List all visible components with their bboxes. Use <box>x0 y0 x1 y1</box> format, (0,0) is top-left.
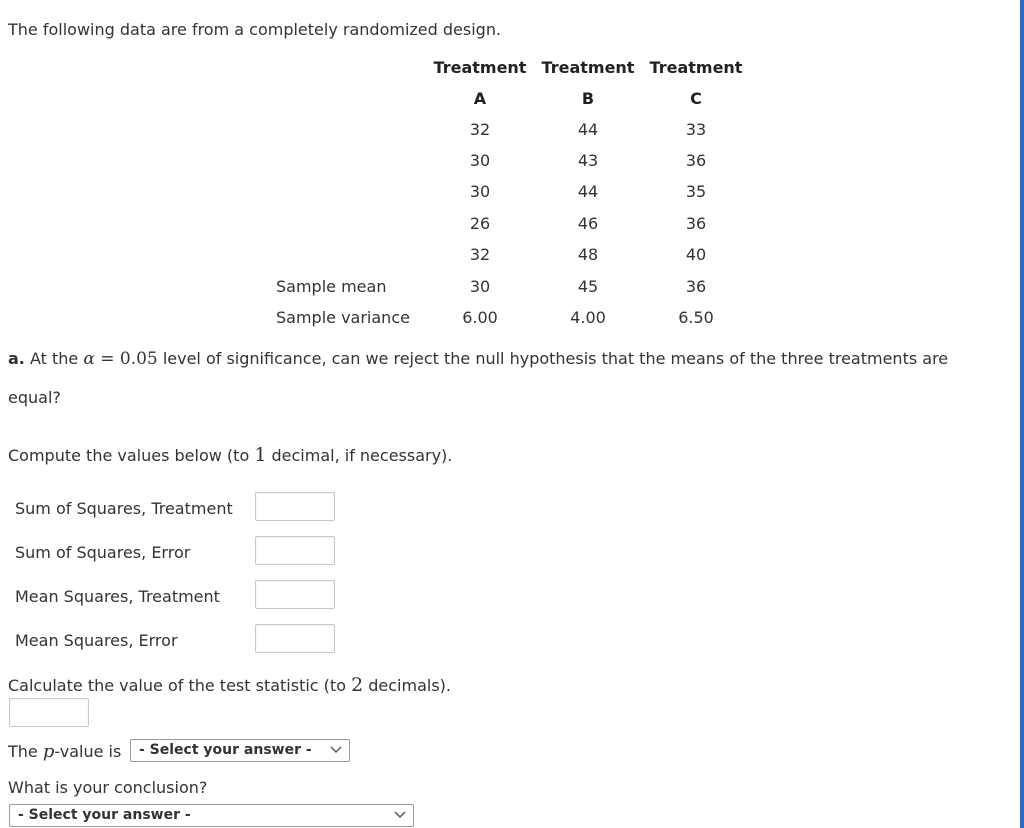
conclusion-question: What is your conclusion? <box>8 778 208 797</box>
table-cell: 32 <box>469 245 491 264</box>
test-statistic-input[interactable] <box>9 698 89 727</box>
test-stat-after: decimals). <box>363 676 451 695</box>
table-cell: 32 <box>469 120 491 139</box>
table-cell: 26 <box>469 214 491 233</box>
ss-treatment-input[interactable] <box>255 492 335 521</box>
test-stat-before: Calculate the value of the test statistic (to <box>8 676 352 695</box>
table-cell: 36 <box>685 151 707 170</box>
p-value-after: -value is <box>54 742 122 761</box>
ss-error-label: Sum of Squares, Error <box>15 543 191 562</box>
test-statistic-instruction <box>8 674 451 696</box>
alpha-value: 0.05 <box>119 349 158 369</box>
sample-variance-c: 6.50 <box>678 308 714 327</box>
header-treatment-c-line1: Treatment <box>649 58 743 77</box>
header-treatment-c-line2: C <box>690 89 702 108</box>
table-cell: 33 <box>685 120 707 139</box>
p-value-select[interactable] <box>130 739 350 762</box>
conclusion-select-text: - Select your answer - <box>18 807 191 823</box>
compute-instruction <box>8 444 452 466</box>
table-cell: 44 <box>577 182 599 201</box>
intro-text: The following data are from a completely randomized design. <box>8 20 502 39</box>
header-treatment-b-line2: B <box>581 89 595 108</box>
ms-treatment-label: Mean Squares, Treatment <box>15 587 220 606</box>
chevron-down-icon <box>393 808 407 822</box>
right-accent-bar <box>1020 0 1024 828</box>
table-cell: 43 <box>577 151 599 170</box>
p-value-prompt <box>8 741 121 762</box>
alpha-symbol: α <box>83 349 95 369</box>
table-cell: 35 <box>685 182 707 201</box>
table-cell: 30 <box>469 151 491 170</box>
question-a-text-before: At the <box>24 349 84 368</box>
sample-variance-label: Sample variance <box>276 308 410 327</box>
table-cell: 30 <box>469 182 491 201</box>
p-value-select-text: - Select your answer - <box>139 742 312 758</box>
sample-mean-label: Sample mean <box>276 277 387 296</box>
sample-mean-b: 45 <box>577 277 599 296</box>
header-treatment-b-line1: Treatment <box>541 58 635 77</box>
table-cell: 46 <box>577 214 599 233</box>
table-cell: 44 <box>577 120 599 139</box>
sample-variance-a: 6.00 <box>462 308 498 327</box>
sample-mean-c: 36 <box>685 277 707 296</box>
question-a-text-after: level of significance, can we reject the null hypothesis that the means of the three treatments are <box>157 349 949 368</box>
ss-treatment-label: Sum of Squares, Treatment <box>15 499 233 518</box>
alpha-equals: = <box>94 349 120 369</box>
table-cell: 40 <box>685 245 707 264</box>
table-cell: 48 <box>577 245 599 264</box>
question-a-label: a. <box>8 349 25 368</box>
ms-error-input[interactable] <box>255 624 335 653</box>
question-a <box>8 349 948 369</box>
compute-decimals: 1 <box>254 444 267 466</box>
chevron-down-icon <box>329 743 343 757</box>
p-value-before: The <box>8 742 43 761</box>
table-cell: 36 <box>685 214 707 233</box>
ms-treatment-input[interactable] <box>255 580 335 609</box>
ms-error-label: Mean Squares, Error <box>15 631 178 650</box>
sample-mean-a: 30 <box>469 277 491 296</box>
sample-variance-b: 4.00 <box>570 308 606 327</box>
header-treatment-a-line1: Treatment <box>433 58 527 77</box>
compute-after: decimal, if necessary). <box>266 446 453 465</box>
p-symbol: p <box>42 741 55 762</box>
conclusion-select[interactable] <box>9 804 414 827</box>
header-treatment-a-line2: A <box>473 89 487 108</box>
compute-before: Compute the values below (to <box>8 446 255 465</box>
test-stat-decimals: 2 <box>351 674 364 696</box>
ss-error-input[interactable] <box>255 536 335 565</box>
question-a-line2: equal? <box>8 388 61 407</box>
